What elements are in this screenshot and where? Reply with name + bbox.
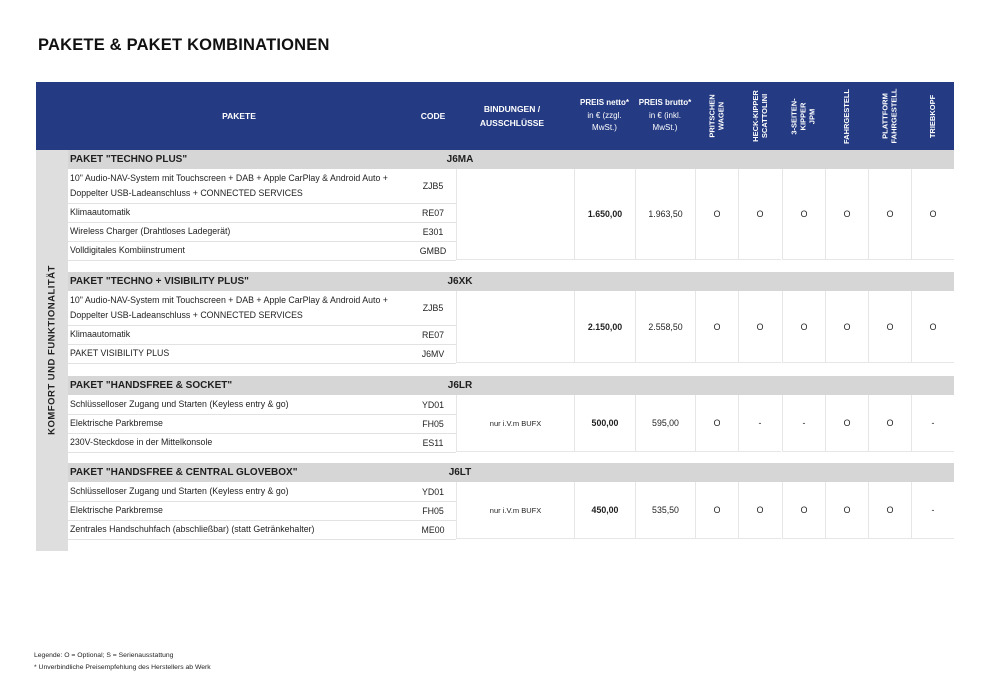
header-body-type-line: TRIEBKOPF: [928, 94, 937, 138]
package-item-desc: Schlüsselloser Zugang und Starten (Keyless entry & go): [70, 486, 289, 496]
header-body-type-line: HECK-KIPPER: [750, 90, 760, 142]
package-item: [68, 395, 410, 415]
package-item: [68, 344, 410, 364]
availability-cell: O: [868, 482, 911, 539]
package-item-code: FH05: [410, 414, 456, 434]
header-body-type: [868, 82, 911, 150]
header-body-type-line: KIPPER: [798, 102, 808, 130]
package-item-desc: Wireless Charger (Drahtloses Ladegerät): [70, 226, 231, 236]
package-header: [68, 463, 954, 482]
header-body-type-line: WAGEN: [716, 101, 726, 131]
page-title: PAKETE & PAKET KOMBINATIONEN: [38, 36, 330, 54]
package-price-net: 500,00: [574, 395, 635, 452]
header-body-type-line: FAHRGESTELL: [842, 88, 852, 144]
package-code: J6XK: [447, 276, 473, 287]
package-price-net: 1.650,00: [574, 169, 635, 260]
header-body-type-line: JPM: [807, 108, 817, 124]
availability-cell: O: [738, 169, 781, 260]
availability-cell: O: [695, 482, 738, 539]
header-body-type-line: SCATTOLINI: [759, 93, 769, 139]
availability-cell: O: [825, 482, 868, 539]
package-item: [68, 203, 410, 223]
package-item: [68, 520, 410, 540]
availability-cell: O: [695, 395, 738, 452]
package-item-code: GMBD: [410, 241, 456, 261]
package-item: [68, 414, 410, 434]
package-price-net: 450,00: [574, 482, 635, 539]
header-preis-brutto: [635, 82, 695, 150]
availability-cell: O: [825, 169, 868, 260]
package-item-desc: 230V-Steckdose in der Mittelkonsole: [70, 437, 213, 447]
availability-cell: -: [738, 395, 781, 452]
header-pakete: PAKETE: [222, 111, 256, 121]
header-brutto-line3: MwSt.): [652, 123, 678, 133]
package-item-desc: PAKET VISIBILITY PLUS: [70, 348, 170, 358]
package-item-desc: Schlüsselloser Zugang und Starten (Keyless entry & go): [70, 399, 289, 409]
header-brutto-line2: in € (inkl.: [648, 110, 681, 120]
package-header: [68, 376, 954, 395]
package-name: PAKET "HANDSFREE & CENTRAL GLOVEBOX": [70, 467, 298, 478]
package-item: [68, 501, 410, 521]
availability-cell: -: [911, 482, 954, 539]
availability-cell: O: [695, 169, 738, 260]
header-body-type: [825, 82, 868, 150]
package-name: PAKET "TECHNO PLUS": [70, 154, 188, 165]
table-header: [36, 82, 954, 150]
package-item-code: ZJB5: [410, 169, 456, 204]
package-price-gross: 2.558,50: [635, 291, 695, 363]
header-netto-line2: in € (zzgl.: [587, 110, 622, 120]
header-bindungen: [456, 82, 568, 150]
package-item: [68, 241, 410, 261]
package-item-code: J6MV: [410, 344, 456, 364]
section-label: KOMFORT UND FUNKTIONALITÄT: [46, 265, 58, 435]
availability-cell: O: [911, 291, 954, 363]
availability-cell: O: [825, 395, 868, 452]
package-price-gross: 595,00: [635, 395, 695, 452]
package-item: [68, 325, 410, 345]
availability-cell: O: [868, 291, 911, 363]
availability-cell: O: [738, 291, 781, 363]
package-price-gross: 1.963,50: [635, 169, 695, 260]
package-item: [68, 291, 410, 326]
package-item-desc: 10" Audio-NAV-System mit Touchscreen + DAB + Apple CarPlay & Android Auto + Doppelter USB-Ladeanschluss + CONNECTED SERVICES: [70, 295, 388, 320]
footnote: * Unverbindliche Preisempfehlung des Herstellers ab Werk: [34, 664, 211, 671]
header-body-type-line: 3-SEITEN-: [789, 97, 799, 135]
availability-cell: O: [782, 169, 825, 260]
package-item-desc: Elektrische Parkbremse: [70, 505, 163, 515]
package-price-net: 2.150,00: [574, 291, 635, 363]
package-code: J6LR: [447, 380, 473, 391]
availability-cell: O: [695, 291, 738, 363]
availability-cell: O: [738, 482, 781, 539]
availability-cell: O: [782, 291, 825, 363]
package-item: [68, 222, 410, 242]
legend: Legende: O = Optional; S = Serienausstattung: [34, 652, 174, 659]
package-item-code: ES11: [410, 433, 456, 453]
package-name: PAKET "TECHNO + VISIBILITY PLUS": [70, 276, 249, 287]
package-code: J6MA: [446, 154, 474, 165]
availability-cell: O: [868, 169, 911, 260]
availability-cell: -: [911, 395, 954, 452]
header-code: CODE: [420, 111, 446, 121]
section-sidebar: [36, 150, 68, 551]
package-item-code: ME00: [410, 520, 456, 540]
package-item-desc: 10" Audio-NAV-System mit Touchscreen + DAB + Apple CarPlay & Android Auto + Doppelter USB-Ladeanschluss + CONNECTED SERVICES: [70, 173, 388, 198]
package-item-desc: Volldigitales Kombiinstrument: [70, 245, 185, 255]
header-body-type-line: PLATTFORM: [880, 93, 890, 139]
package-item-code: YD01: [410, 395, 456, 415]
package-binding: nur i.V.m BUFX: [456, 482, 574, 539]
header-netto-line1: PREIS netto*: [580, 98, 629, 108]
package-item: [68, 482, 410, 502]
package-header: [68, 272, 954, 291]
package-item-desc: Klimaautomatik: [70, 207, 131, 217]
package-code: J6LT: [448, 467, 472, 478]
header-preis-netto: [574, 82, 635, 150]
package-item-code: YD01: [410, 482, 456, 502]
header-bindungen-line1: BINDUNGEN /: [483, 104, 541, 114]
availability-cell: O: [868, 395, 911, 452]
package-item-desc: Klimaautomatik: [70, 329, 131, 339]
package-header: [68, 150, 954, 169]
package-price-gross: 535,50: [635, 482, 695, 539]
header-body-type-line: FAHRGESTELL: [889, 88, 899, 144]
package-item-desc: Elektrische Parkbremse: [70, 418, 163, 428]
package-item-code: ZJB5: [410, 291, 456, 326]
package-binding: nur i.V.m BUFX: [456, 395, 574, 452]
header-body-type: [695, 82, 738, 150]
availability-cell: O: [782, 482, 825, 539]
package-binding: [456, 291, 574, 363]
header-body-type: [782, 82, 825, 150]
availability-cell: -: [782, 395, 825, 452]
header-body-type: [738, 82, 781, 150]
header-body-type: [911, 82, 954, 150]
package-item-code: RE07: [410, 203, 456, 223]
package-item-code: FH05: [410, 501, 456, 521]
header-brutto-line1: PREIS brutto*: [638, 98, 692, 108]
package-item: [68, 433, 410, 453]
availability-cell: O: [911, 169, 954, 260]
header-bindungen-line2: AUSSCHLÜSSE: [479, 118, 545, 128]
header-netto-line3: MwSt.): [592, 123, 617, 133]
package-item-code: E301: [410, 222, 456, 242]
package-binding: [456, 169, 574, 260]
package-item-code: RE07: [410, 325, 456, 345]
availability-cell: O: [825, 291, 868, 363]
header-body-type-line: PRITSCHEN: [707, 94, 717, 138]
package-item-desc: Zentrales Handschuhfach (abschließbar) (statt Getränkehalter): [70, 524, 315, 534]
package-name: PAKET "HANDSFREE & SOCKET": [70, 380, 233, 391]
package-item: [68, 169, 410, 204]
